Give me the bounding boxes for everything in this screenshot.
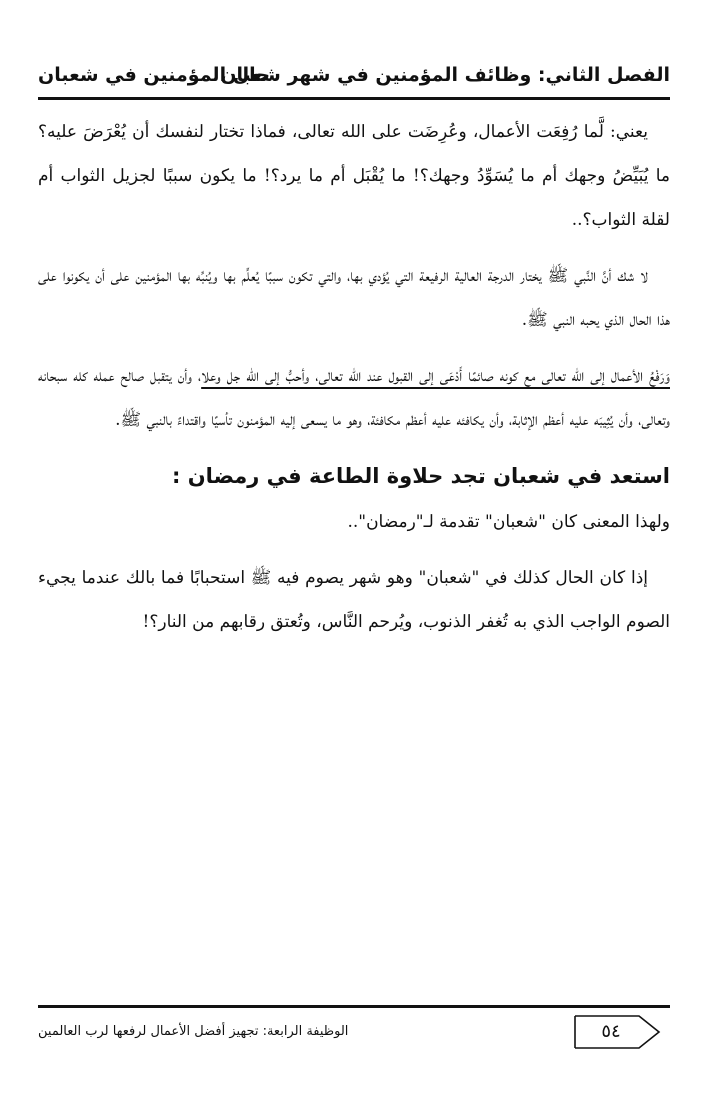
underlined-passage: وَرَفْعُ الأعمال إلى الله تعالى مع كونه صائمًا أَدْعَى إلى القبول عند الله تعالى، وأحبُّ إلى الله جل وعلا bbox=[201, 366, 670, 386]
paragraph-5 bbox=[38, 556, 670, 644]
paragraph-3-text: ، وأن يتقبل صالح عمله كله سبحانه وتعالى، وأن يُثِيبَه عليه أعظم الإثابة، وأن يكافئه عليه أعظم مكافئة، وهو ما يسعى إليه المؤمنون تأسيًا واقتداءً بالنبي ﷺ. bbox=[38, 366, 670, 430]
paragraph-1 bbox=[38, 110, 670, 242]
page-body bbox=[38, 110, 670, 656]
paragraph-1-text: يعني: لَّما رُفِعَت الأعمال، وعُرِضَت على الله تعالى، فماذا تختار لنفسك أن يُعْرَضَ عليه؟ ما يُبَيِّضُ وجهك أم ما يُسَوِّدُ وجهك؟! ما يُقْبَل أم ما يرد؟! ما يكون سببًا لجزيل الثواب أم لقلة الثواب؟.. bbox=[38, 122, 670, 230]
running-header bbox=[38, 58, 670, 94]
footer-title: الوظيفة الرابعة: تجهيز أفضل الأعمال لرفعها لرب العالمين bbox=[38, 1024, 349, 1039]
header-rule bbox=[38, 97, 670, 100]
footer-rule bbox=[38, 1005, 670, 1008]
section-title: حال المؤمنين في شعبان bbox=[38, 64, 271, 86]
section-heading: استعد في شعبان تجد حلاوة الطاعة في رمضان : bbox=[172, 464, 670, 488]
page-number-tab bbox=[551, 1014, 663, 1050]
chapter-title: الفصل الثاني: وظائف المؤمنين في شهر شعبان bbox=[220, 64, 670, 86]
paragraph-4-text: ولهذا المعنى كان "شعبان" تقدمة لـ"رمضان".. bbox=[347, 512, 670, 532]
paragraph-2-text: لا شك أنَّ النَّبي ﷺ يختار الدرجة العالية الرفيعة التي يُؤدي بها، والتي تكون سببًا يُعلِّم بها ويُنبِّه بها المؤمنين على أن يكونوا على هذا الحال الذي يحبه النبي ﷺ. bbox=[38, 266, 670, 330]
paragraph-3 bbox=[38, 354, 670, 442]
page-number: ٥٤ bbox=[601, 1021, 621, 1042]
paragraph-4 bbox=[38, 500, 670, 544]
paragraph-5-text: إذا كان الحال كذلك في "شعبان" وهو شهر يصوم فيه ﷺ استحبابًا فما بالك عندما يجيء الصوم الواجب الذي به تُغفر الذنوب، ويُرحم النَّاس، وتُعتق رقابهم من النار؟! bbox=[38, 568, 670, 632]
paragraph-2 bbox=[38, 254, 670, 342]
